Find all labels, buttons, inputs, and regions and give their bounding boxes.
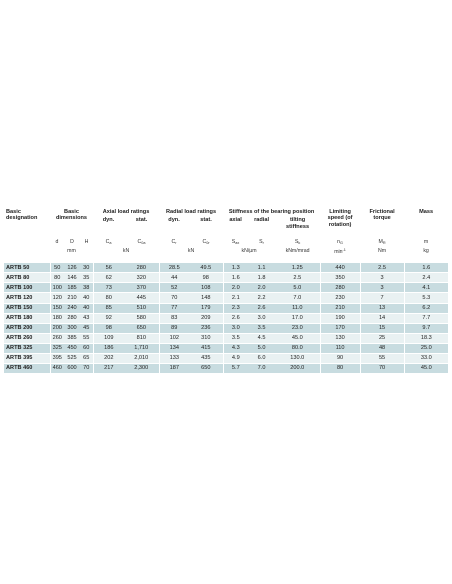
table-cell: 280	[320, 283, 360, 293]
designation-cell: ARTB 80	[4, 273, 50, 283]
designation-cell: ARTB 180	[4, 313, 50, 323]
table-cell: 300	[64, 323, 80, 333]
table-cell: 1.1	[248, 263, 275, 273]
table-cell: 62	[93, 273, 124, 283]
table-cell: 415	[189, 343, 223, 353]
mass-header: Mass	[419, 209, 434, 215]
symbol-sr: $S_r$	[259, 239, 264, 246]
table-row	[4, 273, 448, 283]
table-cell: 280	[64, 313, 80, 323]
stiffness-axial-header: axial	[229, 217, 242, 224]
table-cell: 48	[360, 343, 404, 353]
table-cell: 70	[159, 293, 189, 303]
table-row	[4, 313, 448, 323]
axial-dyn-header: dyn.	[102, 217, 115, 224]
table-cell: 280	[124, 263, 159, 273]
table-cell: 7	[360, 293, 404, 303]
table-cell: 133	[159, 354, 189, 364]
symbol-c0r: $C_{0r}$	[202, 239, 210, 246]
table-cell: 202	[93, 354, 124, 364]
basic-dimensions-header: Basic dimensions	[55, 209, 88, 222]
symbol-D: D	[70, 239, 74, 246]
table-cell: 85	[93, 303, 124, 313]
basic-designation-header: Basic designation	[6, 209, 38, 222]
unit-dims: mm	[67, 248, 76, 255]
symbol-c0a: $C_{0a}$	[137, 239, 146, 246]
table-cell: 50	[50, 263, 64, 273]
table-cell: 80	[50, 273, 64, 283]
table-cell: 33.0	[404, 354, 448, 364]
table-cell: 25.0	[404, 343, 448, 353]
table-cell: 18.3	[404, 333, 448, 343]
table-cell: 40	[80, 293, 93, 303]
designation-cell: ARTB 100	[4, 283, 50, 293]
table-cell: 350	[320, 273, 360, 283]
table-cell: 185	[64, 283, 80, 293]
designation-cell: ARTB 120	[4, 293, 50, 303]
table-cell: 60	[80, 343, 93, 353]
table-cell: 9.7	[404, 323, 448, 333]
frictional-torque-header: Frictional torque	[369, 209, 395, 222]
table-cell: 43	[80, 313, 93, 323]
limiting-speed-header: Limiting speed (of rotation)	[327, 209, 353, 228]
table-cell: 55	[360, 354, 404, 364]
table-cell: 23.0	[275, 323, 320, 333]
table-cell: 5.0	[275, 283, 320, 293]
table-cell: 92	[93, 313, 124, 323]
table-cell: 55	[80, 333, 93, 343]
table-cell: 126	[64, 263, 80, 273]
table-cell: 440	[320, 263, 360, 273]
table-row	[4, 354, 448, 364]
table-cell: 600	[64, 364, 80, 374]
table-cell: 325	[50, 343, 64, 353]
table-cell: 2.6	[223, 313, 248, 323]
table-cell: 40	[80, 303, 93, 313]
symbol-mr: $M_R$	[378, 239, 386, 246]
table-cell: 240	[64, 303, 80, 313]
table-row	[4, 263, 448, 273]
table-cell: 180	[50, 313, 64, 323]
table-cell: 65	[80, 354, 93, 364]
table-body	[4, 263, 448, 374]
table-cell: 3.0	[223, 323, 248, 333]
table-cell: 3	[360, 273, 404, 283]
table-row	[4, 303, 448, 313]
stiffness-tilting-header: tilting stiffness	[286, 217, 310, 230]
table-cell: 1.3	[223, 263, 248, 273]
table-cell: 25	[360, 333, 404, 343]
table-cell: 2.5	[275, 273, 320, 283]
table-cell: 30	[80, 263, 93, 273]
table-cell: 4.9	[223, 354, 248, 364]
table-cell: 650	[124, 323, 159, 333]
table-cell: 2.5	[360, 263, 404, 273]
axial-load-ratings-header: Axial load ratings	[102, 209, 150, 215]
table-cell: 4.3	[223, 343, 248, 353]
table-cell: 810	[124, 333, 159, 343]
unit-axial: kN	[122, 248, 130, 255]
table-cell: 210	[64, 293, 80, 303]
unit-stiffness: kN/µm	[241, 248, 257, 255]
table-cell: 190	[320, 313, 360, 323]
table-cell: 236	[189, 323, 223, 333]
table-cell: 200	[50, 323, 64, 333]
table-cell: 385	[64, 333, 80, 343]
table-row	[4, 293, 448, 303]
table-cell: 510	[124, 303, 159, 313]
symbol-m: m	[423, 239, 429, 246]
table-cell: 460	[50, 364, 64, 374]
table-cell: 110	[320, 343, 360, 353]
table-cell: 150	[50, 303, 64, 313]
table-cell: 130	[320, 333, 360, 343]
table-cell: 2.0	[248, 283, 275, 293]
table-cell: 80	[93, 293, 124, 303]
table-cell: 6.0	[248, 354, 275, 364]
table-cell: 45.0	[404, 364, 448, 374]
table-cell: 650	[189, 364, 223, 374]
table-row	[4, 333, 448, 343]
table-cell: 370	[124, 283, 159, 293]
table-row	[4, 364, 448, 374]
bearing-data-table	[4, 209, 448, 373]
table-cell: 28.5	[159, 263, 189, 273]
table-cell: 3.0	[248, 313, 275, 323]
table-cell: 2.2	[248, 293, 275, 303]
table-cell: 3.5	[223, 333, 248, 343]
table-cell: 1.6	[223, 273, 248, 283]
table-cell: 395	[50, 354, 64, 364]
table-cell: 2,010	[124, 354, 159, 364]
table-cell: 11.0	[275, 303, 320, 313]
table-cell: 108	[189, 283, 223, 293]
table-row	[4, 323, 448, 333]
table-cell: 435	[189, 354, 223, 364]
table-cell: 83	[159, 313, 189, 323]
table-cell: 7.7	[404, 313, 448, 323]
table-cell: 580	[124, 313, 159, 323]
table-cell: 1.8	[248, 273, 275, 283]
symbol-row	[4, 230, 448, 246]
symbol-d: d	[55, 239, 59, 246]
table-cell: 310	[189, 333, 223, 343]
table-cell: 13	[360, 303, 404, 313]
table-cell: 17.0	[275, 313, 320, 323]
axial-stat-header: stat.	[135, 217, 148, 224]
table-cell: 5.7	[223, 364, 248, 374]
table-cell: 4.1	[404, 283, 448, 293]
table-cell: 5.3	[404, 293, 448, 303]
table-cell: 7.0	[248, 364, 275, 374]
table-cell: 80.0	[275, 343, 320, 353]
table-cell: 146	[64, 273, 80, 283]
designation-cell: ARTB 150	[4, 303, 50, 313]
table-cell: 2.4	[404, 273, 448, 283]
header-row	[4, 209, 448, 217]
table-cell: 35	[80, 273, 93, 283]
designation-cell: ARTB 325	[4, 343, 50, 353]
table-cell: 260	[50, 333, 64, 343]
table-cell: 4.5	[248, 333, 275, 343]
table-cell: 3	[360, 283, 404, 293]
symbol-H: H	[84, 239, 89, 246]
table-cell: 73	[93, 283, 124, 293]
table-cell: 38	[80, 283, 93, 293]
symbol-ca: $C_a$	[105, 239, 112, 246]
table-cell: 98	[93, 323, 124, 333]
designation-cell: ARTB 460	[4, 364, 50, 374]
table-cell: 89	[159, 323, 189, 333]
table-cell: 98	[189, 273, 223, 283]
table-cell: 130.0	[275, 354, 320, 364]
table-cell: 15	[360, 323, 404, 333]
table-cell: 109	[93, 333, 124, 343]
unit-tilting: kNm/mrad	[285, 248, 310, 255]
designation-cell: ARTB 260	[4, 333, 50, 343]
table-cell: 44	[159, 273, 189, 283]
table-cell: 445	[124, 293, 159, 303]
table-cell: 80	[320, 364, 360, 374]
table-cell: 120	[50, 293, 64, 303]
table-cell: 2.3	[223, 303, 248, 313]
table-cell: 102	[159, 333, 189, 343]
table-cell: 450	[64, 343, 80, 353]
table-cell: 1.6	[404, 263, 448, 273]
table-cell: 200.0	[275, 364, 320, 374]
stiffness-radial-header: radial	[254, 217, 270, 224]
table-cell: 6.2	[404, 303, 448, 313]
table-cell: 77	[159, 303, 189, 313]
stiffness-header: Stiffness of the bearing position	[228, 209, 315, 215]
designation-cell: ARTB 200	[4, 323, 50, 333]
table-cell: 2.6	[248, 303, 275, 313]
designation-cell: ARTB 50	[4, 263, 50, 273]
table-cell: 7.0	[275, 293, 320, 303]
table-cell: 70	[360, 364, 404, 374]
table-cell: 56	[93, 263, 124, 273]
table-cell: 148	[189, 293, 223, 303]
radial-dyn-header: dyn.	[168, 217, 180, 224]
table-cell: 70	[80, 364, 93, 374]
symbol-ng: $n_G$	[337, 239, 343, 246]
table-cell: 14	[360, 313, 404, 323]
unit-torque: Nm	[378, 248, 387, 255]
table-cell: 45.0	[275, 333, 320, 343]
table-cell: 209	[189, 313, 223, 323]
table-row	[4, 343, 448, 353]
unit-row	[4, 246, 448, 262]
unit-mass: kg	[423, 248, 429, 255]
radial-stat-header: stat.	[200, 217, 212, 224]
table-cell: 320	[124, 273, 159, 283]
symbol-sax: $S_{ax}$	[231, 239, 240, 246]
table-cell: 230	[320, 293, 360, 303]
table-cell: 1.25	[275, 263, 320, 273]
table-cell: 1,710	[124, 343, 159, 353]
table-cell: 134	[159, 343, 189, 353]
table-cell: 100	[50, 283, 64, 293]
table-cell: 49.5	[189, 263, 223, 273]
table-cell: 2.0	[223, 283, 248, 293]
table-cell: 210	[320, 303, 360, 313]
symbol-sk: $S_k$	[294, 239, 301, 246]
symbol-cr: $C_r$	[171, 239, 177, 246]
table-cell: 52	[159, 283, 189, 293]
unit-radial: kN	[187, 248, 195, 255]
designation-cell: ARTB 395	[4, 354, 50, 364]
table-cell: 187	[159, 364, 189, 374]
table-cell: 217	[93, 364, 124, 374]
table-cell: 90	[320, 354, 360, 364]
table-cell: 3.5	[248, 323, 275, 333]
table-cell: 2.1	[223, 293, 248, 303]
table-row	[4, 283, 448, 293]
unit-speed: $\min^{-1}$	[334, 248, 346, 256]
table-cell: 2,300	[124, 364, 159, 374]
table-cell: 179	[189, 303, 223, 313]
table-cell: 45	[80, 323, 93, 333]
radial-load-ratings-header: Radial load ratings	[166, 209, 217, 215]
table-cell: 170	[320, 323, 360, 333]
table-cell: 5.0	[248, 343, 275, 353]
table-cell: 186	[93, 343, 124, 353]
table-cell: 525	[64, 354, 80, 364]
